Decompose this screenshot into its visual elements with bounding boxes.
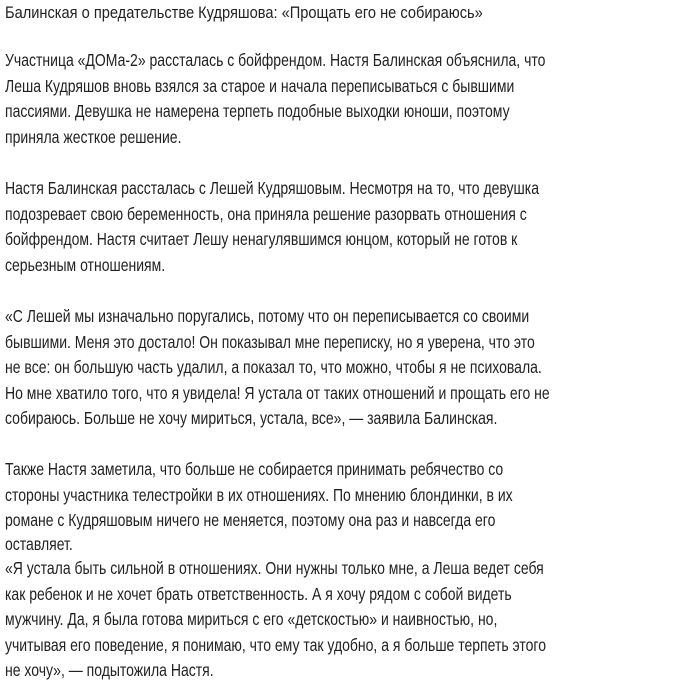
paragraph-line: собираюсь. Больше не хочу мириться, устала, все», — заявила Балинская. [5,408,498,428]
paragraph-line: серьезным отношениям. [5,255,166,275]
paragraph-line: Леша Кудряшов вновь взялся за старое и начала переписываться с бывшими [5,76,515,96]
paragraph-line: оставляет. [5,534,73,554]
paragraph-line: стороны участника телестройки в их отношениях. По мнению блондинки, в их [5,485,513,505]
paragraph-line: «Я устала быть сильной в отношениях. Они нужны только мне, а Леша ведет себя [5,558,544,578]
paragraph-line: не хочу», — подытожила Настя. [5,660,214,680]
paragraph-line: Но мне хватило того, что я увидела! Я устала от таких отношений и прощать его не [5,383,550,403]
paragraph-line: Также Настя заметила, что больше не собирается принимать ребячество со [5,459,504,479]
paragraph-line: пассиями. Девушка не намерена терпеть подобные выходки юноши, поэтому [5,101,510,121]
paragraph-line: мужчину. Да, я была готова мириться с его «детскостью» и наивностью, но, [5,609,498,629]
article-title: Балинская о предательстве Кудряшова: «Прощать его не собираюсь» [5,3,483,22]
paragraph-line: учитывая его поведение, я понимаю, что ему так удобно, а я больше терпеть этого [5,635,547,655]
paragraph-line: приняла жесткое решение. [5,127,182,147]
paragraph-line: как ребенок и не хочет брать ответственность. А я хочу рядом с собой видеть [5,584,512,604]
paragraph-line: не все: он большую часть удалил, а показал то, что можно, чтобы я не психовала. [5,357,542,377]
paragraph-line: бойфрендом. Настя считает Лешу ненагулявшимся юнцом, который не готов к [5,229,518,249]
paragraph-line: бывшими. Меня это достало! Он показывал мне переписку, но я уверена, что это [5,332,535,352]
paragraph-line: Участница «ДОМа-2» рассталась с бойфрендом. Настя Балинская объяснила, что [5,50,546,70]
paragraph-line: Настя Балинская рассталась с Лешей Кудряшовым. Несмотря на то, что девушка [5,178,539,198]
paragraph-line: романе с Кудряшовым ничего не меняется, поэтому она раз и навсегда его [5,510,496,530]
paragraph-line: «С Лешей мы изначально поругались, потому что он переписывается со своими [5,306,530,326]
paragraph-line: подозревает свою беременность, она приняла решение разорвать отношения с [5,204,527,224]
